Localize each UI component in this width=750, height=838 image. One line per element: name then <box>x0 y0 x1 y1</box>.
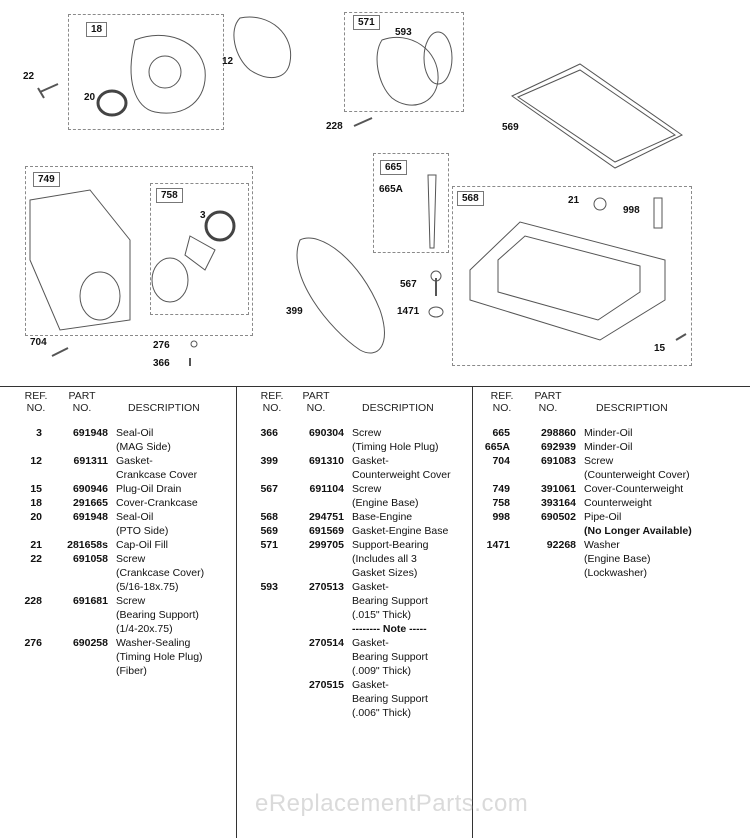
description-cell: Bearing Support <box>352 595 428 607</box>
description-cell: (Engine Base) <box>352 497 419 509</box>
header-ref: REF. NO. <box>490 390 514 414</box>
ref-cell <box>244 594 278 608</box>
ref-cell <box>244 440 278 454</box>
header-description: DESCRIPTION <box>596 402 668 414</box>
callout-21: 21 <box>568 195 580 206</box>
part-cell: 299705 <box>308 539 344 551</box>
table-row <box>476 426 692 440</box>
table-row <box>8 496 204 510</box>
table-row <box>8 426 204 440</box>
part-cell <box>278 496 344 510</box>
table-row <box>244 482 451 496</box>
description-cell: Base-Engine <box>352 511 413 523</box>
part-cell <box>278 552 344 566</box>
callout-1471: 1471 <box>397 306 420 317</box>
part-cell: 691311 <box>73 455 108 467</box>
header-part: PART NO. <box>534 390 562 414</box>
description-cell: Plug-Oil Drain <box>116 483 182 495</box>
part-cell: 691310 <box>308 455 344 467</box>
watermark: eReplacementParts.com <box>255 790 529 817</box>
callout-571: 571 <box>353 15 380 30</box>
part-cell <box>278 692 344 706</box>
ref-cell <box>244 566 278 580</box>
ref-cell: 568 <box>260 511 278 523</box>
table-row <box>244 426 451 440</box>
table-row <box>8 482 204 496</box>
description-cell: Gasket- <box>352 679 389 691</box>
table-row <box>476 524 692 538</box>
description-cell: (No Longer Available) <box>584 525 692 537</box>
ref-cell: 1471 <box>486 539 510 551</box>
part-cell: 690258 <box>72 637 108 649</box>
description-cell: Minder-Oil <box>584 427 633 439</box>
part-cell <box>278 664 344 678</box>
header-ref: REF. NO. <box>260 390 284 414</box>
part-cell: 393164 <box>540 497 576 509</box>
ref-cell <box>244 664 278 678</box>
part-cell: 691083 <box>540 455 576 467</box>
table-row <box>476 482 692 496</box>
table-row <box>8 440 204 454</box>
parts-table <box>0 386 750 838</box>
part-cell <box>510 566 576 580</box>
description-cell: (5/16-18x.75) <box>116 581 179 593</box>
description-cell: Washer <box>584 539 620 551</box>
table-row <box>244 496 451 510</box>
part-cell <box>278 608 344 622</box>
callout-567: 567 <box>400 279 417 290</box>
description-cell: Screw <box>584 455 614 467</box>
part-cell <box>278 594 344 608</box>
description-cell: (.009" Thick) <box>352 665 411 677</box>
table-top-rule <box>0 386 750 387</box>
ref-cell: 228 <box>24 595 42 607</box>
ref-cell: 21 <box>30 539 42 551</box>
table-row <box>244 440 451 454</box>
part-cell <box>42 440 108 454</box>
description-cell: Counterweight <box>584 497 652 509</box>
parts-column-3 <box>476 426 692 580</box>
gasket-crankcase-part <box>234 17 291 78</box>
table-row <box>476 496 692 510</box>
description-cell: (Includes all 3 <box>352 553 417 565</box>
description-cell: (Fiber) <box>116 665 147 677</box>
description-cell: Screw <box>352 427 382 439</box>
table-row <box>8 538 204 552</box>
callout-749: 749 <box>33 172 60 187</box>
ref-cell <box>244 706 278 720</box>
table-row <box>8 510 204 524</box>
description-cell: (Crankcase Cover) <box>116 567 205 579</box>
description-cell: Screw <box>116 553 146 565</box>
part-cell <box>42 622 108 636</box>
ref-cell: 758 <box>492 497 510 509</box>
table-row <box>8 552 204 566</box>
callout-758: 758 <box>156 188 183 203</box>
part-cell <box>42 650 108 664</box>
ref-cell <box>8 650 42 664</box>
description-cell: (Timing Hole Plug) <box>352 441 439 453</box>
ref-cell <box>244 496 278 510</box>
description-cell: -------- Note ----- <box>352 623 427 635</box>
ref-cell <box>244 636 278 650</box>
part-cell: 690304 <box>308 427 344 439</box>
description-cell: (Bearing Support) <box>116 609 199 621</box>
description-cell: (Engine Base) <box>584 553 651 565</box>
description-cell: Cap-Oil Fill <box>116 539 168 551</box>
ref-cell: 3 <box>36 427 42 439</box>
parts-diagram <box>0 0 750 385</box>
ref-cell <box>244 552 278 566</box>
table-row <box>476 552 692 566</box>
callout-704: 704 <box>30 337 47 348</box>
description-cell: (MAG Side) <box>116 441 171 453</box>
description-cell: Cover-Crankcase <box>116 497 198 509</box>
table-row <box>476 566 692 580</box>
ref-cell: 567 <box>260 483 278 495</box>
ref-cell <box>8 580 42 594</box>
description-cell: Gasket- <box>116 455 153 467</box>
description-cell: Washer-Sealing <box>116 637 191 649</box>
part-cell <box>278 440 344 454</box>
description-cell: Screw <box>116 595 146 607</box>
ref-cell <box>244 608 278 622</box>
ref-cell <box>244 692 278 706</box>
table-row <box>244 664 451 678</box>
table-row <box>244 566 451 580</box>
table-row <box>8 566 204 580</box>
table-row <box>8 468 204 482</box>
ref-cell <box>244 678 278 692</box>
gasket-counterweight-cover-part <box>297 238 384 353</box>
description-cell: Gasket- <box>352 581 389 593</box>
ref-cell: 399 <box>260 455 278 467</box>
part-cell: 270515 <box>308 679 344 691</box>
ref-cell <box>8 468 42 482</box>
gasket-engine-base-part <box>512 64 682 168</box>
ref-cell: 22 <box>30 553 42 565</box>
ref-cell <box>8 622 42 636</box>
part-cell <box>42 608 108 622</box>
part-cell <box>510 552 576 566</box>
callout-20: 20 <box>84 92 96 103</box>
table-row <box>244 622 451 636</box>
table-row <box>476 454 692 468</box>
table-row <box>244 454 451 468</box>
callout-998: 998 <box>623 205 640 216</box>
table-row <box>244 524 451 538</box>
callout-15: 15 <box>654 343 666 354</box>
table-row <box>244 706 451 720</box>
callout-12: 12 <box>222 56 234 67</box>
ref-cell <box>8 566 42 580</box>
table-row <box>476 538 692 552</box>
part-cell: 692939 <box>540 441 576 453</box>
table-row <box>476 440 692 454</box>
callout-366: 366 <box>153 358 170 369</box>
ref-cell: 665 <box>492 427 510 439</box>
header-part: PART NO. <box>302 390 330 414</box>
part-cell: 270514 <box>308 637 344 649</box>
table-row <box>8 594 204 608</box>
part-cell: 294751 <box>308 511 344 523</box>
part-cell <box>42 664 108 678</box>
description-cell: (Lockwasher) <box>584 567 648 579</box>
description-cell: (Timing Hole Plug) <box>116 651 203 663</box>
part-cell <box>278 468 344 482</box>
ref-cell: 15 <box>30 483 42 495</box>
table-row <box>244 608 451 622</box>
part-cell: 691058 <box>72 553 108 565</box>
callout-22: 22 <box>23 71 35 82</box>
ref-cell <box>476 552 510 566</box>
table-row <box>244 636 451 650</box>
description-cell: (.006" Thick) <box>352 707 411 719</box>
group-box-568 <box>452 186 692 366</box>
description-cell: (.015" Thick) <box>352 609 411 621</box>
part-cell: 691104 <box>309 483 344 495</box>
column-divider <box>472 386 473 838</box>
parts-column-2 <box>244 426 451 720</box>
part-cell: 691948 <box>72 427 108 439</box>
ref-cell: 571 <box>260 539 278 551</box>
callout-3: 3 <box>200 210 206 221</box>
ref-cell <box>476 524 510 538</box>
description-cell: Gasket- <box>352 637 389 649</box>
table-row <box>8 580 204 594</box>
part-cell: 298860 <box>540 427 576 439</box>
description-cell: Screw <box>352 483 382 495</box>
ref-cell: 593 <box>260 581 278 593</box>
callout-228: 228 <box>326 121 343 132</box>
table-row <box>244 552 451 566</box>
ref-cell: 665A <box>484 441 510 453</box>
ref-cell: 12 <box>30 455 42 467</box>
part-cell <box>278 566 344 580</box>
part-cell: 691569 <box>308 525 344 537</box>
ref-cell <box>8 524 42 538</box>
ref-cell <box>476 468 510 482</box>
part-cell: 691681 <box>72 595 108 607</box>
callout-569: 569 <box>502 122 519 133</box>
callout-665: 665 <box>380 160 407 175</box>
part-cell <box>42 524 108 538</box>
ref-cell: 998 <box>492 511 510 523</box>
ref-cell: 704 <box>492 455 510 467</box>
description-cell: Bearing Support <box>352 693 428 705</box>
part-cell: 281658s <box>67 539 108 551</box>
callout-568: 568 <box>457 191 484 206</box>
table-row <box>244 594 451 608</box>
description-cell: Bearing Support <box>352 651 428 663</box>
callout-276: 276 <box>153 340 170 351</box>
description-cell: (1/4-20x.75) <box>116 623 173 635</box>
part-cell <box>278 622 344 636</box>
ref-cell: 569 <box>260 525 278 537</box>
description-cell: Minder-Oil <box>584 441 633 453</box>
callout-665a: 665A <box>379 184 403 195</box>
callout-399: 399 <box>286 306 303 317</box>
ref-cell: 276 <box>24 637 42 649</box>
part-cell: 291665 <box>72 497 108 509</box>
description-cell: Gasket-Engine Base <box>352 525 449 537</box>
part-cell: 691948 <box>72 511 108 523</box>
table-row <box>476 510 692 524</box>
part-cell: 270513 <box>308 581 344 593</box>
callout-593: 593 <box>395 27 412 38</box>
table-row <box>244 538 451 552</box>
header-ref: REF. NO. <box>24 390 48 414</box>
table-row <box>8 636 204 650</box>
table-row <box>244 468 451 482</box>
table-row <box>8 524 204 538</box>
description-cell: Gasket Sizes) <box>352 567 418 579</box>
part-cell <box>42 580 108 594</box>
header-description: DESCRIPTION <box>362 402 434 414</box>
part-cell <box>510 524 576 538</box>
description-cell: (PTO Side) <box>116 525 169 537</box>
part-cell: 690946 <box>72 483 108 495</box>
part-cell <box>278 650 344 664</box>
description-cell: (Counterweight Cover) <box>584 469 690 481</box>
description-cell: Support-Bearing <box>352 539 429 551</box>
description-cell: Seal-Oil <box>116 511 154 523</box>
table-row <box>8 454 204 468</box>
ref-cell <box>244 468 278 482</box>
ref-cell <box>476 566 510 580</box>
ref-cell <box>244 622 278 636</box>
description-cell: Crankcase Cover <box>116 469 198 481</box>
part-cell <box>278 706 344 720</box>
description-cell: Counterweight Cover <box>352 469 451 481</box>
part-cell: 690502 <box>540 511 576 523</box>
ref-cell <box>8 608 42 622</box>
header-description: DESCRIPTION <box>128 402 200 414</box>
parts-column-1 <box>8 426 204 678</box>
description-cell: Pipe-Oil <box>584 511 622 523</box>
ref-cell: 366 <box>260 427 278 439</box>
table-row <box>244 692 451 706</box>
table-row <box>476 468 692 482</box>
callout-18: 18 <box>86 22 107 37</box>
part-cell <box>42 468 108 482</box>
table-row <box>244 580 451 594</box>
table-row <box>8 622 204 636</box>
ref-cell <box>8 664 42 678</box>
table-row <box>244 678 451 692</box>
table-row <box>8 650 204 664</box>
ref-cell: 20 <box>30 511 42 523</box>
ref-cell: 18 <box>30 497 42 509</box>
table-row <box>8 664 204 678</box>
table-row <box>244 510 451 524</box>
ref-cell: 749 <box>492 483 510 495</box>
description-cell: Seal-Oil <box>116 427 154 439</box>
column-divider <box>236 386 237 838</box>
part-cell <box>510 468 576 482</box>
header-part: PART NO. <box>68 390 96 414</box>
part-cell: 92268 <box>546 539 576 551</box>
part-cell <box>42 566 108 580</box>
ref-cell <box>8 440 42 454</box>
part-cell: 391061 <box>540 483 576 495</box>
description-cell: Gasket- <box>352 455 389 467</box>
description-cell: Cover-Counterweight <box>584 483 684 495</box>
ref-cell <box>244 650 278 664</box>
table-row <box>244 650 451 664</box>
table-row <box>8 608 204 622</box>
